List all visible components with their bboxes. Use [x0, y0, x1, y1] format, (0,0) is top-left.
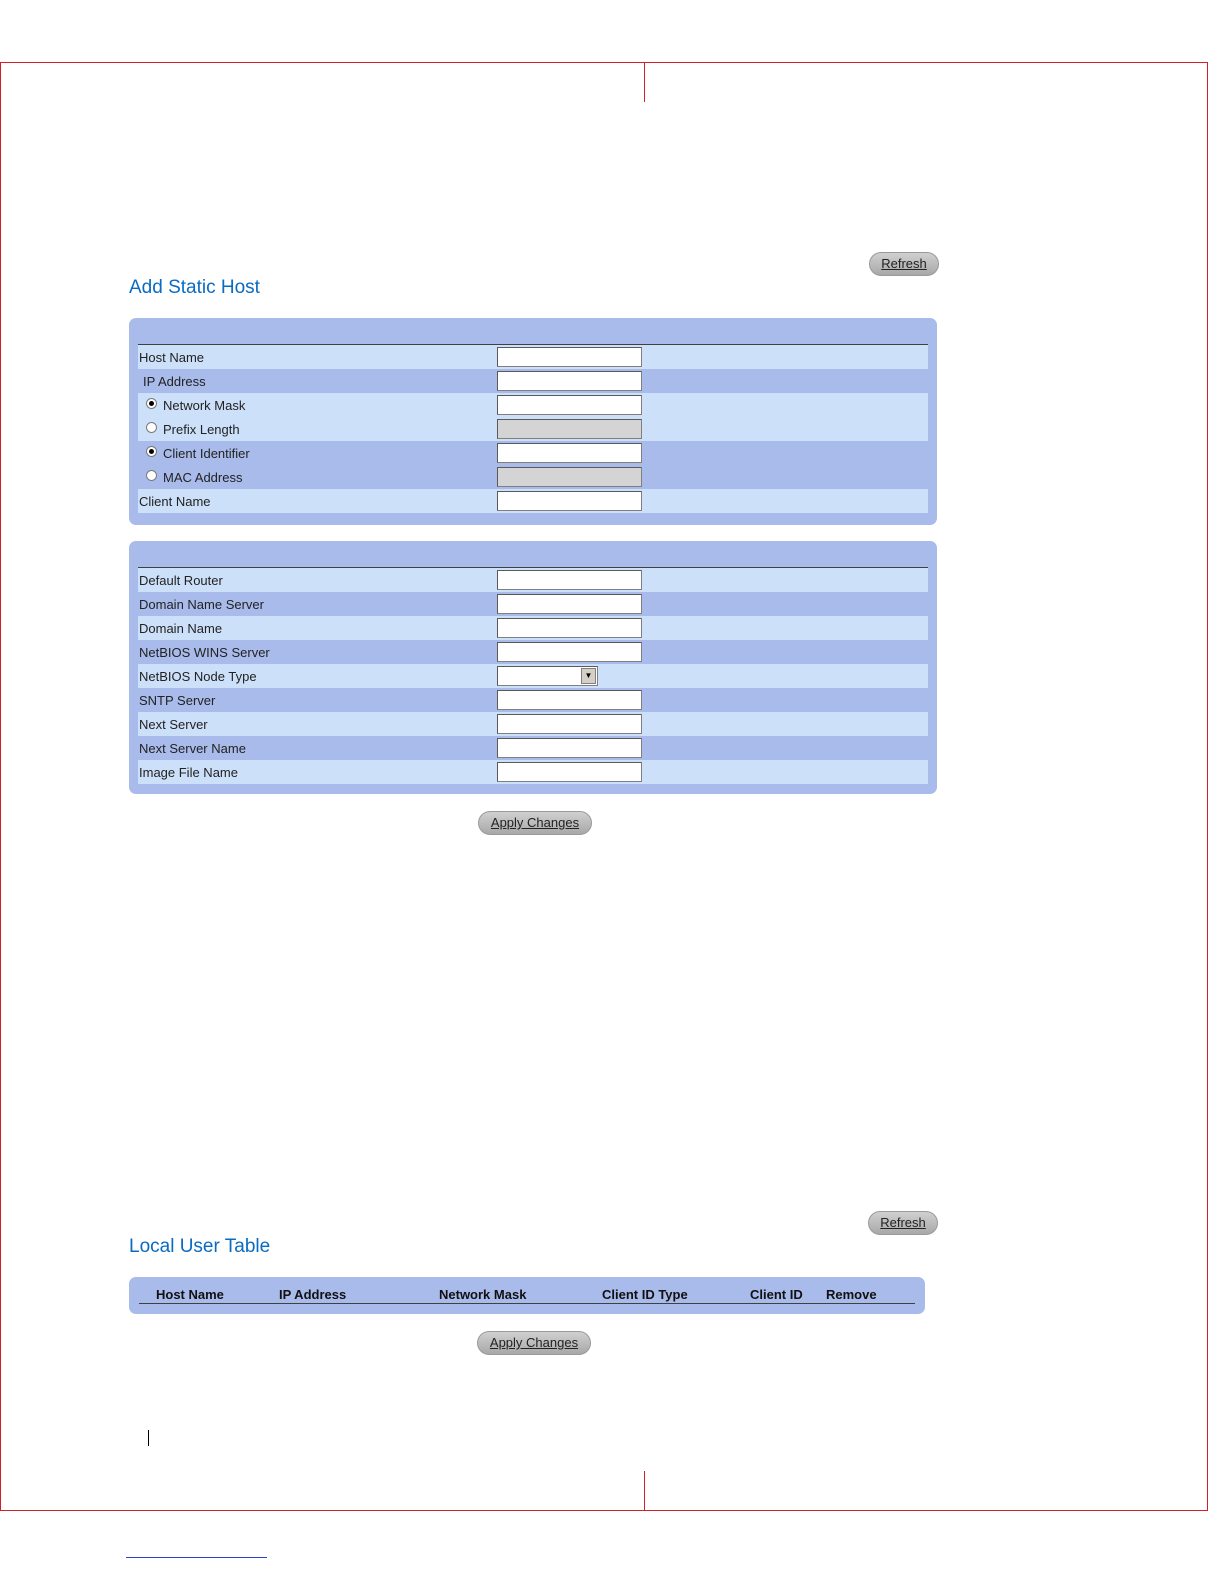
- col-client-id-type: Client ID Type: [602, 1287, 688, 1302]
- prefix-length-input[interactable]: [497, 419, 642, 439]
- table-header-rule: [139, 1303, 915, 1304]
- next-server-name-label: Next Server Name: [139, 741, 246, 756]
- host-name-input[interactable]: [497, 347, 642, 367]
- mac-address-radio[interactable]: [146, 470, 157, 481]
- host-panel: [129, 318, 937, 525]
- image-file-name-label: Image File Name: [139, 765, 238, 780]
- domain-name-server-row: [138, 592, 928, 616]
- netbios-wins-server-label: NetBIOS WINS Server: [139, 645, 270, 660]
- prefix-length-row: [138, 417, 928, 441]
- default-router-label: Default Router: [139, 573, 223, 588]
- mac-address-row: [138, 465, 928, 489]
- chevron-down-icon[interactable]: ▼: [581, 668, 596, 684]
- domain-name-input[interactable]: [497, 618, 642, 638]
- col-client-id: Client ID: [750, 1287, 803, 1302]
- col-network-mask: Network Mask: [439, 1287, 527, 1302]
- mac-address-input[interactable]: [497, 467, 642, 487]
- prefix-length-radio[interactable]: [146, 422, 157, 433]
- table-apply-changes-button[interactable]: Apply Changes: [477, 1331, 591, 1355]
- client-name-row: [138, 489, 928, 513]
- next-server-row: [138, 712, 928, 736]
- margin-change-bar: [148, 1430, 149, 1446]
- col-host-name: Host Name: [156, 1287, 224, 1302]
- next-server-name-input[interactable]: [497, 738, 642, 758]
- mac-address-label: MAC Address: [163, 470, 243, 485]
- ip-address-row: [138, 369, 928, 393]
- sntp-server-label: SNTP Server: [139, 693, 216, 708]
- image-file-name-input[interactable]: [497, 762, 642, 782]
- sntp-server-row: [138, 688, 928, 712]
- netbios-wins-server-row: [138, 640, 928, 664]
- netbios-node-type-select[interactable]: [497, 666, 598, 686]
- netbios-node-type-label: NetBIOS Node Type: [139, 669, 257, 684]
- default-router-input[interactable]: [497, 570, 642, 590]
- crop-tick-bottom: [644, 1471, 645, 1511]
- client-identifier-row: [138, 441, 928, 465]
- domain-name-row: [138, 616, 928, 640]
- host-name-label: Host Name: [139, 350, 205, 365]
- client-identifier-radio[interactable]: [146, 446, 157, 457]
- options-rows: [138, 567, 928, 784]
- client-name-label: Client Name: [139, 494, 211, 509]
- local-user-table: [129, 1277, 925, 1314]
- table-refresh-button[interactable]: Refresh: [868, 1211, 938, 1235]
- crop-tick-top: [644, 62, 645, 102]
- network-mask-row: [138, 393, 928, 417]
- client-name-input[interactable]: [497, 491, 642, 511]
- network-mask-label: Network Mask: [163, 398, 246, 413]
- domain-name-server-input[interactable]: [497, 594, 642, 614]
- netbios-node-type-row: [138, 664, 928, 688]
- page-title: Add Static Host: [129, 277, 260, 298]
- col-ip-address: IP Address: [279, 1287, 347, 1302]
- image-file-name-row: [138, 760, 928, 784]
- netbios-wins-server-input[interactable]: [497, 642, 642, 662]
- ip-address-label: IP Address: [143, 374, 206, 389]
- col-remove: Remove: [826, 1287, 877, 1302]
- apply-changes-button[interactable]: Apply Changes: [478, 811, 592, 835]
- default-router-row: [138, 568, 928, 592]
- domain-name-label: Domain Name: [139, 621, 223, 636]
- options-panel: [129, 541, 937, 794]
- domain-name-server-label: Domain Name Server: [139, 597, 264, 612]
- sntp-server-input[interactable]: [497, 690, 642, 710]
- host-rows: [138, 344, 928, 513]
- footer-rule: [126, 1557, 267, 1558]
- next-server-name-row: [138, 736, 928, 760]
- network-mask-input[interactable]: [497, 395, 642, 415]
- prefix-length-label: Prefix Length: [163, 422, 240, 437]
- ip-address-input[interactable]: [497, 371, 642, 391]
- refresh-button[interactable]: Refresh: [869, 252, 939, 276]
- next-server-label: Next Server: [139, 717, 208, 732]
- client-identifier-label: Client Identifier: [163, 446, 250, 461]
- next-server-input[interactable]: [497, 714, 642, 734]
- network-mask-radio[interactable]: [146, 398, 157, 409]
- table-title: Local User Table: [129, 1236, 271, 1257]
- client-identifier-input[interactable]: [497, 443, 642, 463]
- host-name-row: [138, 345, 928, 369]
